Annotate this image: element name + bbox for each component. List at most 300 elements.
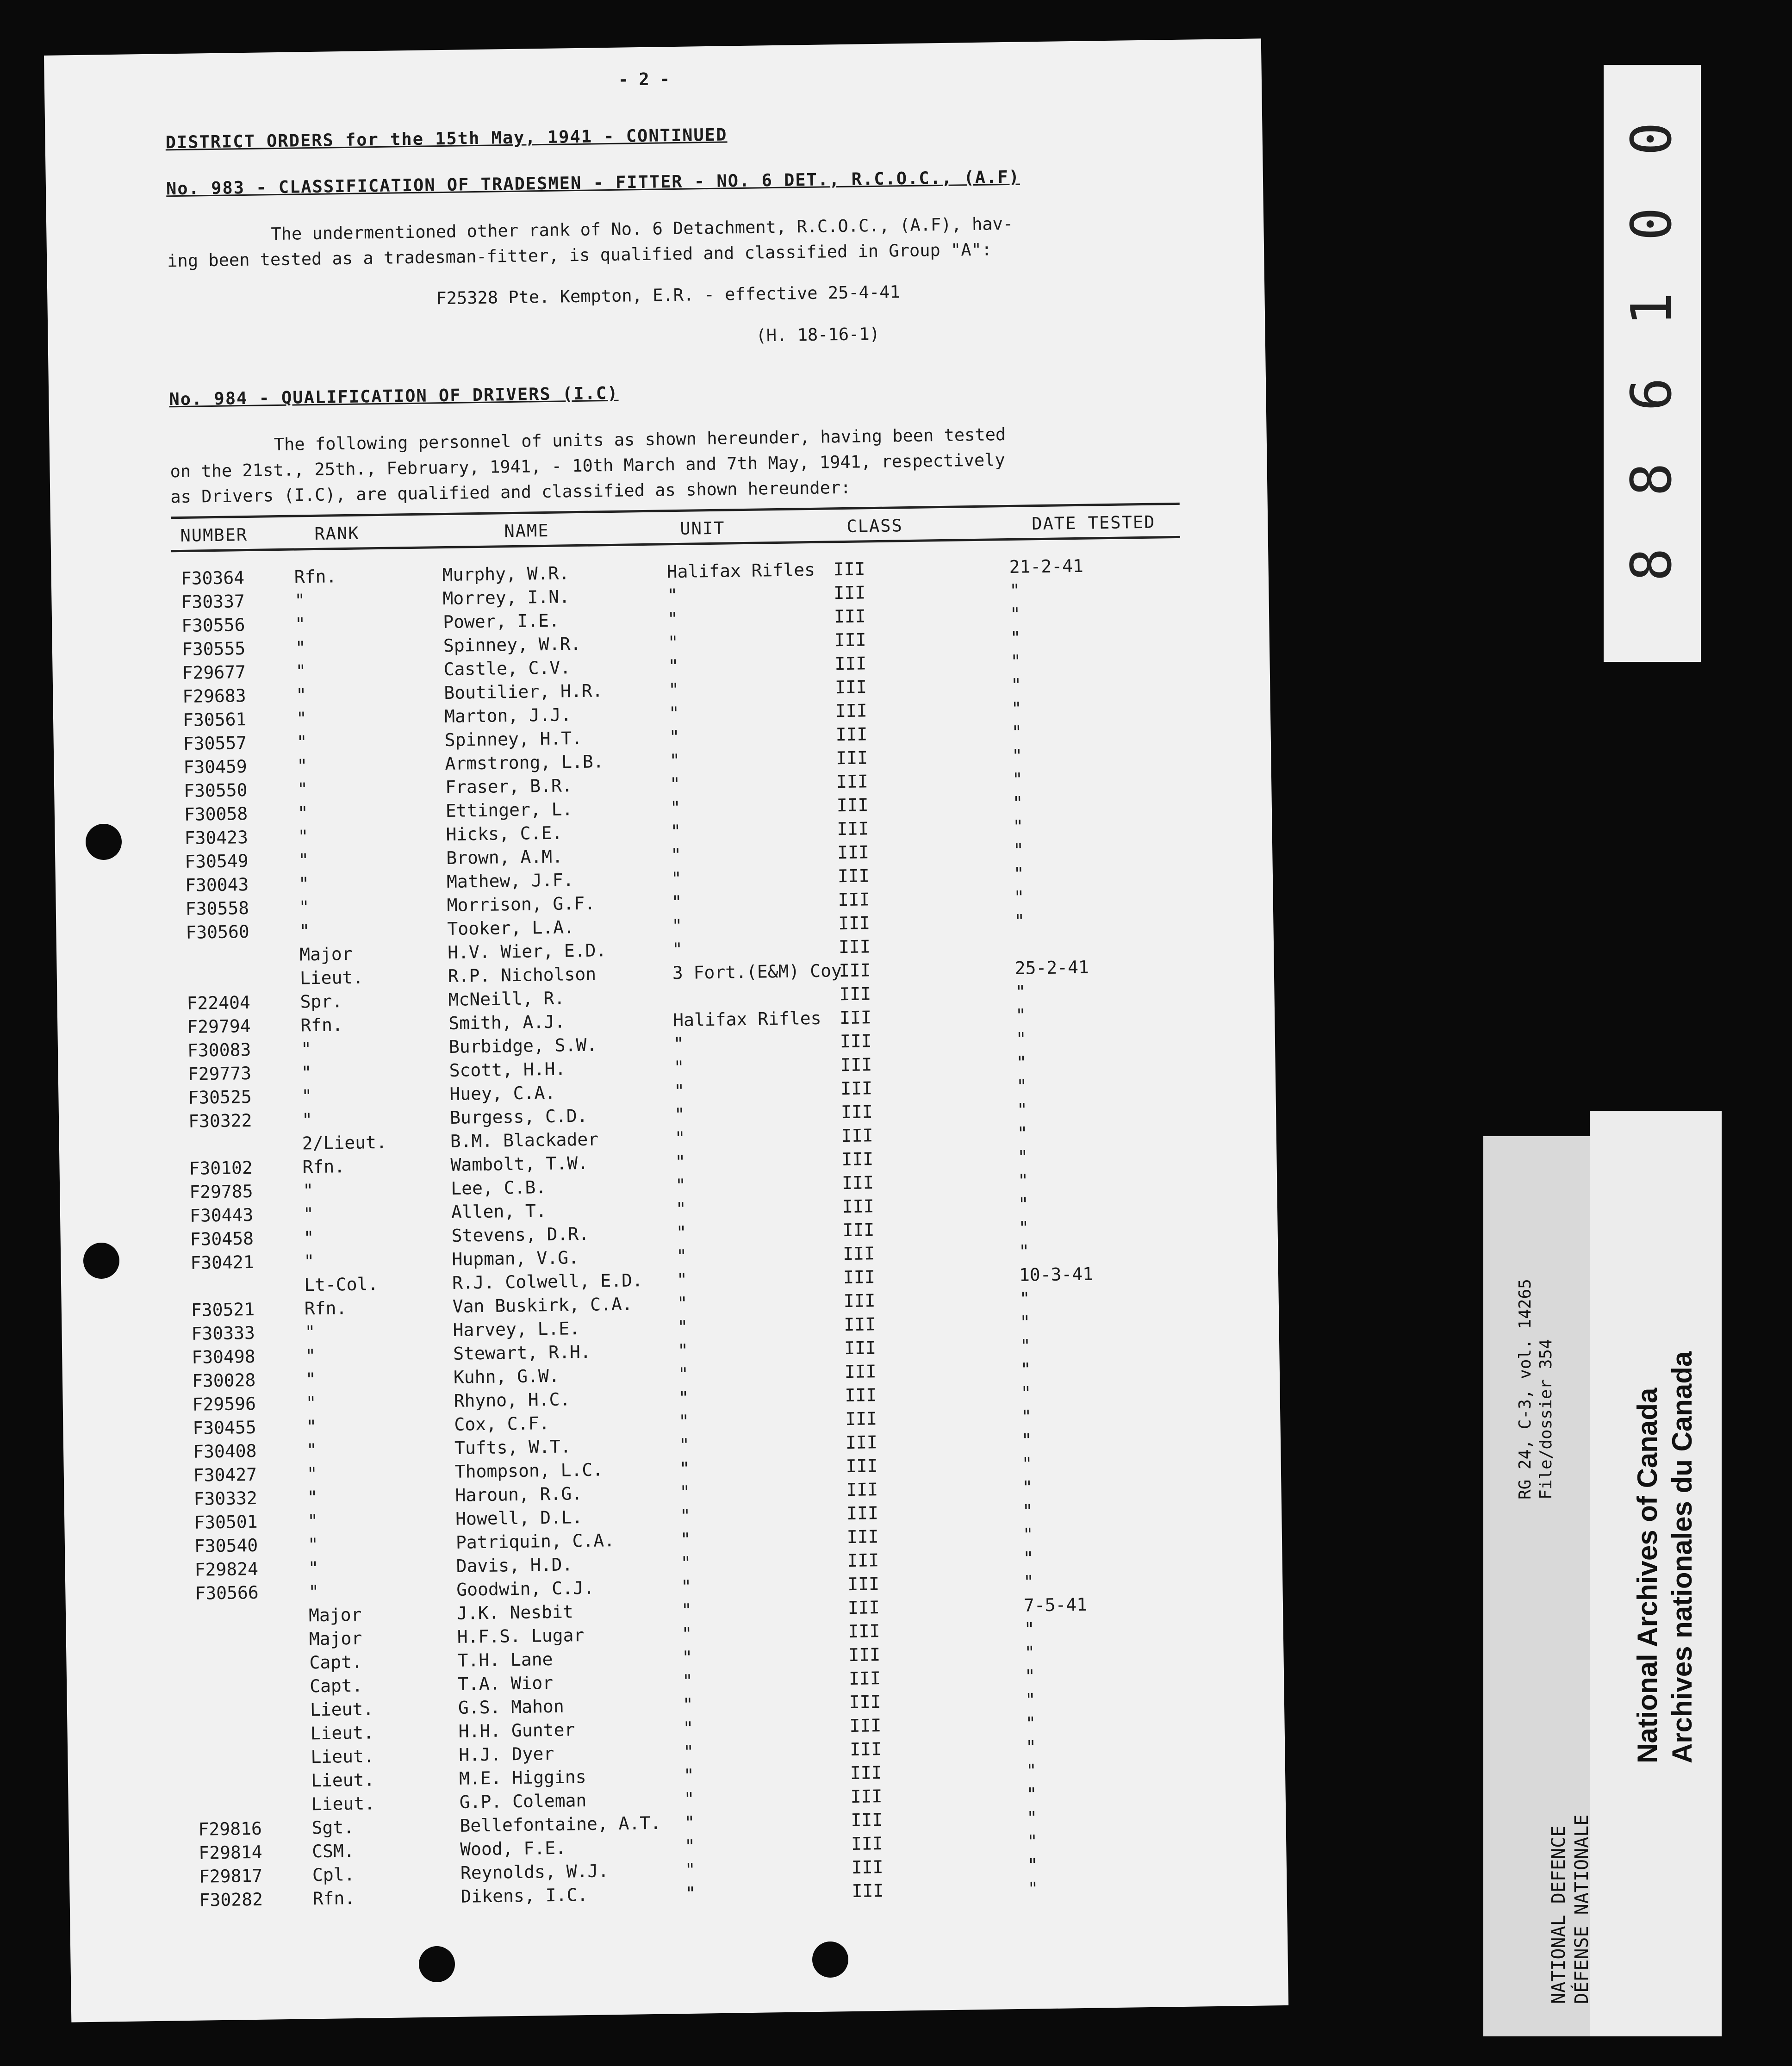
cell-unit: " (667, 632, 679, 653)
cell-unit: " (678, 1363, 689, 1385)
cell-date: " (1017, 1123, 1028, 1144)
cell-class: III (852, 1880, 884, 1902)
cell-number: F30333 (191, 1322, 255, 1344)
cell-date: " (1015, 981, 1026, 1002)
cell-unit: " (672, 939, 683, 960)
cell-rank: Major (299, 943, 353, 965)
cell-date: " (1012, 769, 1023, 790)
cell-number: F30408 (193, 1440, 257, 1462)
cell-rank: " (305, 1393, 317, 1413)
cell-date: " (1022, 1524, 1034, 1545)
cell-date: " (1020, 1359, 1032, 1380)
cell-rank: Lieut. (311, 1746, 374, 1767)
cell-rank: Lieut. (311, 1769, 375, 1791)
cell-rank: Lt-Col. (304, 1274, 379, 1295)
cell-unit: " (680, 1529, 691, 1550)
cell-rank: Lieut. (299, 967, 364, 989)
cell-name: Power, I.E. (442, 610, 560, 633)
cell-unit: " (668, 703, 680, 724)
cell-date: " (1020, 1406, 1032, 1427)
cell-number: F29814 (198, 1842, 262, 1863)
cell-class: III (838, 936, 871, 958)
cell-rank: " (304, 1251, 315, 1272)
cell-name: G.S. Mahon (458, 1696, 564, 1718)
cell-rank: " (298, 873, 310, 894)
cell-name: Tufts, W.T. (454, 1436, 572, 1458)
cell-date: " (1009, 580, 1020, 601)
cell-class: III (848, 1621, 880, 1642)
cell-name: Allen, T. (451, 1201, 547, 1222)
cell-name: Morrison, G.F. (447, 893, 596, 916)
cell-unit: " (667, 608, 678, 629)
cell-number: F29683 (182, 685, 246, 707)
cell-name: Wambolt, T.W. (450, 1152, 589, 1175)
cell-unit: " (681, 1599, 692, 1621)
cell-date: 25-2-41 (1014, 957, 1089, 978)
cell-name: Davis, H.D. (456, 1554, 573, 1576)
cell-rank: " (308, 1558, 319, 1579)
cell-unit: " (684, 1859, 696, 1880)
cell-date: " (1012, 792, 1023, 813)
nac-french-text: Archives nationales du Canada (1667, 1351, 1698, 1763)
cell-name: Harvey, L.E. (453, 1318, 580, 1340)
frame-number-stamp (1620, 111, 1684, 592)
cell-class: III (834, 629, 866, 651)
cell-unit: " (679, 1481, 691, 1503)
cell-class: III (845, 1432, 877, 1453)
cell-name: Smith, A.J. (448, 1011, 566, 1033)
cell-class: III (845, 1385, 877, 1406)
cell-number: F30558 (185, 897, 249, 919)
header-rank: RANK (314, 523, 360, 544)
cell-date: " (1023, 1548, 1034, 1568)
cell-date: " (1017, 1146, 1028, 1167)
cell-rank: " (299, 921, 310, 941)
cell-name: Hupman, V.G. (452, 1247, 579, 1269)
cell-unit: " (671, 868, 682, 889)
cell-number: F29773 (187, 1063, 252, 1084)
cell-unit: Halifax Rifles (666, 559, 815, 582)
cell-unit: " (682, 1670, 693, 1692)
cell-unit: " (677, 1293, 688, 1314)
cell-date: " (1013, 863, 1025, 884)
cell-unit: " (667, 585, 678, 606)
cell-unit: " (676, 1245, 687, 1267)
cell-rank: " (296, 685, 307, 705)
cell-class: III (848, 1668, 881, 1689)
cell-name: Mathew, J.F. (446, 870, 574, 892)
cell-class: III (836, 747, 868, 769)
cell-rank: Spr. (300, 991, 343, 1012)
cell-class: III (849, 1692, 881, 1713)
cell-class: III (847, 1574, 880, 1595)
cell-name: Brown, A.M. (446, 846, 563, 869)
cell-name: Dikens, I.C. (460, 1884, 588, 1907)
cell-name: Burgess, C.D. (449, 1105, 588, 1128)
cell-unit: " (670, 797, 681, 818)
cell-unit: " (669, 750, 680, 771)
cell-date: " (1009, 604, 1021, 624)
cell-class: III (841, 1125, 873, 1146)
cell-unit: " (680, 1552, 691, 1574)
cell-date: " (1010, 627, 1021, 648)
cell-name: Burbidge, S.W. (448, 1034, 597, 1057)
cell-name: Spinney, W.R. (443, 633, 581, 656)
frame-digit: 6 (1620, 377, 1684, 411)
cell-rank: " (301, 1109, 313, 1130)
cell-class: III (838, 913, 871, 934)
cell-name: Scott, H.H. (449, 1058, 566, 1081)
cell-date: " (1024, 1642, 1035, 1663)
cell-name: H.V. Wier, E.D. (447, 940, 607, 963)
cell-class: III (834, 677, 867, 698)
cell-name: Reynolds, W.J. (460, 1861, 609, 1883)
cell-rank: " (296, 732, 307, 753)
cell-unit: " (668, 655, 679, 677)
cell-class: III (834, 653, 867, 674)
cell-unit: " (669, 773, 681, 795)
cell-number: F30421 (190, 1251, 255, 1273)
cell-unit: " (669, 726, 680, 747)
cell-unit: " (668, 679, 679, 700)
cell-rank: Rfn. (312, 1888, 355, 1909)
cell-date: " (1021, 1430, 1033, 1450)
cell-rank: " (305, 1369, 317, 1390)
cell-unit: " (684, 1788, 695, 1810)
cell-rank: Rfn. (302, 1156, 345, 1177)
cell-date: " (1016, 1052, 1027, 1073)
district-orders-heading: DISTRICT ORDERS for the 15th May, 1941 - CONTINUED (165, 124, 728, 153)
cell-rank: Sgt. (311, 1817, 355, 1838)
cell-name: T.A. Wior (457, 1672, 554, 1694)
cell-name: Castle, C.V. (443, 657, 571, 680)
cell-unit: " (685, 1883, 696, 1904)
cell-rank: Rfn. (304, 1298, 347, 1319)
cell-class: III (840, 1031, 872, 1052)
cell-number: F29824 (194, 1558, 259, 1580)
cell-date: " (1017, 1170, 1029, 1191)
cell-rank: 2/Lieut. (302, 1132, 387, 1154)
cell-name: H.J. Dyer (459, 1743, 554, 1765)
cell-date: " (1015, 1028, 1027, 1049)
order-984-paragraph-line-1: The following personnel of units as shown hereunder, having been tested (274, 424, 1006, 455)
frame-digit: 1 (1620, 292, 1684, 326)
cell-class: III (834, 582, 866, 604)
cell-rank: " (297, 779, 308, 800)
cell-unit: " (681, 1623, 692, 1644)
cell-rank: " (307, 1534, 319, 1555)
cell-rank: Rfn. (300, 1014, 343, 1036)
cell-number: F30043 (185, 874, 249, 896)
cell-date: 7-5-41 (1023, 1594, 1088, 1616)
cell-date: " (1019, 1288, 1030, 1309)
cell-date: " (1020, 1382, 1032, 1403)
order-983-entry: F25328 Pte. Kempton, E.R. - effective 25-4-41 (436, 282, 901, 309)
cell-number: F30364 (180, 567, 245, 589)
cell-class: III (849, 1715, 882, 1736)
cell-number: F30337 (181, 591, 245, 612)
punch-hole (86, 824, 122, 860)
order-983-heading: No. 983 - CLASSIFICATION OF TRADESMEN - FITTER - NO. 6 DET., R.C.O.C., (A.F) (166, 167, 1020, 199)
cell-unit: 3 Fort.(E&M) Coy (672, 960, 842, 983)
order-984-paragraph-line-3: as Drivers (I.C), are qualified and classified as shown hereunder: (170, 477, 851, 507)
cell-number: F29785 (189, 1181, 253, 1202)
cell-class: III (849, 1739, 882, 1760)
cell-class: III (834, 606, 866, 627)
cell-rank: Major (309, 1628, 362, 1649)
cell-class: III (843, 1243, 875, 1264)
cell-rank: Cpl. (312, 1864, 355, 1886)
cell-class: III (850, 1786, 883, 1807)
cell-rank: " (294, 614, 306, 635)
cell-number: F30427 (193, 1464, 257, 1486)
cell-name: Stewart, R.H. (453, 1341, 591, 1364)
cell-name: R.J. Colwell, E.D. (452, 1270, 643, 1293)
cell-rank: " (306, 1416, 317, 1437)
cell-unit: " (674, 1127, 685, 1149)
cell-name: B.M. Blackader (450, 1129, 599, 1151)
page-number: - 2 - (618, 69, 670, 90)
frame-digit: 0 (1620, 122, 1684, 156)
cell-name: H.F.S. Lugar (457, 1625, 585, 1647)
cell-class: III (839, 1007, 872, 1028)
cell-date: " (1010, 674, 1022, 695)
cell-number: F30423 (184, 827, 249, 848)
cell-number: F29677 (182, 662, 246, 683)
frame-digit: 0 (1620, 207, 1684, 241)
cell-rank: " (307, 1487, 318, 1508)
cell-rank: " (296, 708, 307, 729)
cell-rank: CSM. (311, 1841, 355, 1862)
cell-date: " (1011, 722, 1022, 742)
header-class: CLASS (846, 516, 903, 536)
cell-class: III (843, 1267, 875, 1288)
cell-rank: " (301, 1086, 312, 1107)
cell-rank: " (307, 1511, 318, 1531)
cell-date: 21-2-41 (1009, 555, 1084, 577)
cell-rank: " (303, 1227, 314, 1248)
cell-class: III (840, 1078, 873, 1099)
cell-class: III (841, 1172, 874, 1194)
cell-class: III (848, 1644, 881, 1666)
frame-digit: 8 (1620, 548, 1684, 582)
cell-name: Cox, C.F. (454, 1413, 550, 1435)
cell-rank: Lieut. (311, 1793, 375, 1815)
cell-class: III (851, 1810, 883, 1831)
cell-class: III (840, 1054, 872, 1076)
cell-number: F30561 (182, 709, 247, 730)
cell-number: F30455 (193, 1417, 257, 1438)
cell-unit: " (683, 1718, 694, 1739)
cell-rank: " (305, 1345, 316, 1366)
order-983-paragraph-line-1: The undermentioned other rank of No. 6 Detachment, R.C.O.C., (A.F), hav- (271, 213, 1014, 244)
cell-date: " (1013, 816, 1024, 837)
cell-name: M.E. Higgins (459, 1767, 586, 1789)
cell-class: III (841, 1149, 874, 1170)
cell-unit: " (675, 1151, 686, 1172)
cell-class: III (835, 724, 868, 745)
cell-name: Howell, D.L. (455, 1507, 583, 1529)
header-number: NUMBER (180, 524, 248, 546)
cell-date: " (1018, 1241, 1030, 1262)
cell-unit: " (670, 844, 682, 865)
cell-number: F30028 (192, 1369, 256, 1391)
cell-unit: " (682, 1694, 694, 1715)
cell-name: Boutilier, H.R. (444, 680, 603, 703)
cell-number: F30443 (189, 1204, 254, 1226)
cell-number: F29794 (187, 1015, 251, 1037)
cell-name: Huey, C.A. (449, 1082, 556, 1104)
cell-name: Stevens, D.R. (451, 1223, 590, 1246)
punch-hole (812, 1942, 848, 1978)
cell-name: G.P. Coleman (459, 1790, 587, 1812)
cell-unit: " (678, 1434, 690, 1456)
cell-number: F30525 (188, 1086, 252, 1108)
cell-date: " (1022, 1477, 1033, 1498)
cell-number: F30058 (184, 803, 248, 825)
cell-number: F30549 (185, 851, 249, 872)
cell-date: " (1014, 910, 1025, 931)
order-983-paragraph-line-2: ing been tested as a tradesman-fitter, is qualified and classified in Group "A": (167, 239, 992, 271)
cell-date: " (1015, 1005, 1027, 1026)
cell-number: F30540 (194, 1535, 258, 1556)
cell-class: III (842, 1220, 875, 1241)
cell-class: III (839, 960, 871, 981)
cell-number: F30332 (193, 1487, 258, 1509)
cell-unit: Halifax Rifles (672, 1008, 821, 1031)
nac-english-text: National Archives of Canada (1632, 1388, 1663, 1763)
cell-name: Morrey, I.N. (442, 586, 570, 609)
cell-class: III (847, 1597, 880, 1618)
cell-name: Thompson, L.C. (454, 1459, 604, 1482)
frame-digit: 8 (1620, 462, 1684, 497)
cell-rank: " (298, 826, 309, 847)
cell-number: F30102 (189, 1157, 253, 1179)
order-984-paragraph-line-2: on the 21st., 25th., February, 1941, - 10th March and 7th May, 1941, respectively (170, 450, 1006, 482)
cell-unit: " (674, 1080, 685, 1101)
cell-unit: " (683, 1741, 694, 1762)
cell-unit: " (684, 1812, 695, 1833)
cell-name: Hicks, C.E. (446, 822, 563, 845)
cell-unit: " (670, 821, 681, 842)
cell-class: III (851, 1833, 884, 1854)
cell-rank: " (295, 637, 306, 658)
cell-rank: " (295, 661, 306, 682)
cell-unit: " (676, 1269, 688, 1290)
cell-class: III (846, 1456, 878, 1477)
national-defence-text: NATIONAL DEFENCE (1548, 1825, 1569, 2004)
cell-number: F30521 (191, 1299, 255, 1320)
cell-unit: " (679, 1458, 690, 1479)
cell-date: " (1011, 698, 1022, 719)
cell-rank: Major (308, 1604, 362, 1626)
cell-number: F30555 (181, 638, 246, 660)
cell-rank: Lieut. (310, 1699, 374, 1720)
cell-rank: " (303, 1204, 314, 1225)
cell-unit: " (675, 1198, 687, 1220)
cell-rank: " (297, 803, 309, 823)
cell-date: " (1013, 840, 1024, 860)
cell-date: " (1023, 1571, 1034, 1592)
cell-date: " (1021, 1453, 1033, 1474)
cell-rank: " (306, 1440, 317, 1461)
cell-unit: " (673, 1057, 684, 1078)
cell-number: F30459 (183, 756, 248, 778)
header-name: NAME (504, 520, 549, 541)
cell-rank: Capt. (309, 1675, 363, 1697)
cell-number: F22404 (187, 992, 251, 1014)
cell-date: " (1027, 1807, 1038, 1828)
cell-rank: " (297, 755, 308, 776)
cell-date: " (1026, 1784, 1037, 1805)
cell-number: F29817 (199, 1865, 263, 1887)
cell-name: H.H. Gunter (458, 1719, 575, 1742)
cell-class: III (846, 1479, 878, 1500)
cell-date: " (1025, 1713, 1036, 1734)
cell-name: T.H. Lane (457, 1649, 553, 1671)
cell-rank: " (294, 590, 305, 611)
cell-unit: " (677, 1316, 688, 1338)
punch-hole (83, 1243, 119, 1279)
cell-date: " (1025, 1689, 1036, 1710)
cell-number: F30322 (188, 1110, 252, 1132)
document-page (44, 38, 1288, 2022)
cell-name: Kuhn, G.W. (453, 1365, 560, 1388)
cell-date: " (1027, 1878, 1039, 1899)
rg-reference-text: RG 24, C-3, vol. 14265 (1516, 1279, 1535, 1500)
cell-class: III (842, 1196, 874, 1217)
cell-name: Rhyno, H.C. (454, 1389, 571, 1411)
cell-class: III (838, 889, 870, 910)
cell-class: III (833, 559, 865, 580)
order-984-heading: No. 984 - QUALIFICATION OF DRIVERS (I.C) (169, 383, 619, 410)
cell-rank: " (308, 1581, 319, 1602)
cell-class: III (844, 1314, 876, 1335)
cell-class: III (851, 1857, 884, 1878)
cell-number: F30550 (183, 780, 248, 801)
cell-rank: " (306, 1463, 318, 1484)
cell-unit: " (678, 1387, 689, 1408)
cell-class: III (850, 1762, 882, 1784)
cell-number: F30083 (187, 1039, 251, 1061)
cell-class: III (843, 1290, 876, 1312)
cell-number: F30560 (186, 921, 250, 943)
cell-unit: " (679, 1505, 691, 1526)
header-date-tested: DATE TESTED (1032, 512, 1156, 534)
cell-name: Lee, C.B. (450, 1177, 547, 1199)
cell-class: III (844, 1361, 877, 1382)
cell-name: Wood, F.E. (460, 1837, 566, 1860)
cell-class: III (837, 842, 870, 863)
cell-date: " (1027, 1831, 1038, 1852)
cell-unit: " (677, 1340, 689, 1361)
cell-date: " (1024, 1666, 1036, 1686)
order-983-reference: (H. 18-16-1) (756, 324, 880, 346)
cell-class: III (835, 700, 867, 722)
cell-class: III (836, 771, 869, 792)
cell-date: " (1012, 745, 1023, 766)
cell-class: III (846, 1503, 879, 1524)
cell-class: III (836, 795, 869, 816)
cell-date: 10-3-41 (1019, 1263, 1094, 1285)
cell-unit: " (672, 915, 683, 936)
cell-unit: " (674, 1104, 685, 1125)
cell-class: III (840, 1101, 873, 1123)
cell-number: F30282 (199, 1889, 263, 1910)
cell-number: F30556 (181, 615, 245, 636)
cell-date: " (1022, 1500, 1033, 1521)
cell-date: " (1018, 1217, 1029, 1238)
